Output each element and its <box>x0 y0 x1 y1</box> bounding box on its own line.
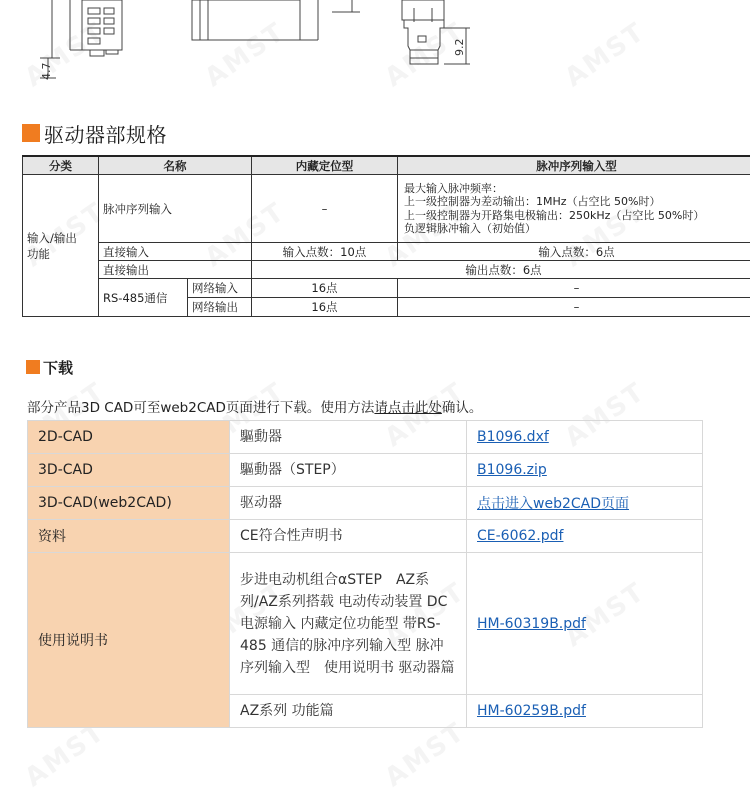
download-name: 驅動器 <box>230 421 467 454</box>
watermark <box>20 717 111 793</box>
download-category: 使用说明书 <box>28 553 230 728</box>
download-category: 资料 <box>28 520 230 553</box>
download-name: 步进电动机组合αSTEP AZ系列/AZ系列搭载 电动传动装置 DC电源输入 内藏定位功能型 带RS-485 通信的脉冲序列输入型 脉冲序列输入型 使用说明书 驱动器篇 <box>230 553 467 695</box>
download-name: 驅動器（STEP） <box>230 454 467 487</box>
download-link-3d-cad[interactable]: B1096.zip <box>477 462 547 478</box>
pulse-line: 最大输入脉冲频率： <box>404 181 503 195</box>
dimension-label-left: 4.7 <box>40 62 53 80</box>
header-category: 分类 <box>23 156 99 175</box>
download-row <box>28 454 703 487</box>
download-row <box>28 487 703 520</box>
pulse-network-input: – <box>398 279 750 298</box>
download-category: 3D-CAD <box>28 454 230 487</box>
shared-direct-output: 输出点数：6点 <box>252 261 750 279</box>
pulse-pulse-input <box>398 175 750 243</box>
download-row <box>28 421 703 454</box>
download-link-ce-declaration[interactable]: CE-6062.pdf <box>477 528 564 544</box>
download-section-heading <box>26 357 73 377</box>
pulse-network-output: – <box>398 298 750 317</box>
heading-square-icon <box>26 360 40 374</box>
download-category: 3D-CAD(web2CAD) <box>28 487 230 520</box>
download-row <box>28 520 703 553</box>
download-section-title: 下载 <box>43 358 74 377</box>
intro-text: 部分产品3D CAD可至web2CAD页面进行下载。使用方法 <box>27 400 375 416</box>
spec-section-title: 驱动器部规格 <box>44 122 167 147</box>
name-direct-input: 直接输入 <box>99 243 252 261</box>
builtin-network-input: 16点 <box>252 279 398 298</box>
name-network-output: 网络输出 <box>188 298 252 317</box>
name-rs485: RS-485通信 <box>99 279 188 317</box>
name-pulse-input: 脉冲序列输入 <box>99 175 252 243</box>
header-pulse: 脉冲序列输入型 <box>398 156 750 175</box>
spec-row-pulse-input <box>23 175 750 243</box>
builtin-direct-input: 输入点数：10点 <box>252 243 398 261</box>
pulse-direct-input: 输入点数：6点 <box>398 243 750 261</box>
spec-row-direct-input <box>23 243 750 261</box>
download-link-web2cad[interactable]: 点击进入web2CAD页面 <box>477 496 629 512</box>
download-name: 驱动器 <box>230 487 467 520</box>
header-builtin: 内藏定位型 <box>252 156 398 175</box>
spec-row-direct-output <box>23 261 750 279</box>
download-intro <box>27 396 482 416</box>
name-network-input: 网络输入 <box>188 279 252 298</box>
category-io-function: 输入/输出 功能 <box>23 175 99 317</box>
heading-square-icon <box>22 124 40 142</box>
spec-section-heading <box>22 119 167 147</box>
dimension-label-right: 9.2 <box>453 38 466 56</box>
download-link-function-manual[interactable]: HM-60259B.pdf <box>477 703 586 719</box>
builtin-network-output: 16点 <box>252 298 398 317</box>
spec-row-network-input <box>23 279 750 298</box>
download-link-2d-cad[interactable]: B1096.dxf <box>477 429 549 445</box>
pulse-line: 负逻辑脉冲输入（初始值） <box>404 222 536 235</box>
download-name: AZ系列 功能篇 <box>230 695 467 728</box>
spec-header-row <box>23 156 750 175</box>
download-table <box>27 420 703 728</box>
download-link-manual[interactable]: HM-60319B.pdf <box>477 615 586 632</box>
name-direct-output: 直接输出 <box>99 261 252 279</box>
pulse-line: 上一级控制器为开路集电极输出：250kHz（占空比 50%时） <box>404 208 705 222</box>
usage-help-link[interactable]: 请点击此处 <box>374 400 442 416</box>
driver-spec-table <box>22 155 750 317</box>
watermark <box>380 717 471 793</box>
download-name: CE符合性声明书 <box>230 520 467 553</box>
pulse-line: 上一级控制器为差动输出：1MHz（占空比 50%时） <box>404 195 661 208</box>
builtin-pulse-input: – <box>252 175 398 243</box>
intro-text-end: 确认。 <box>441 400 483 416</box>
download-row <box>28 553 703 695</box>
download-category: 2D-CAD <box>28 421 230 454</box>
dimension-drawing <box>0 0 750 110</box>
header-name: 名称 <box>99 156 252 175</box>
drawing-svg <box>0 0 750 110</box>
